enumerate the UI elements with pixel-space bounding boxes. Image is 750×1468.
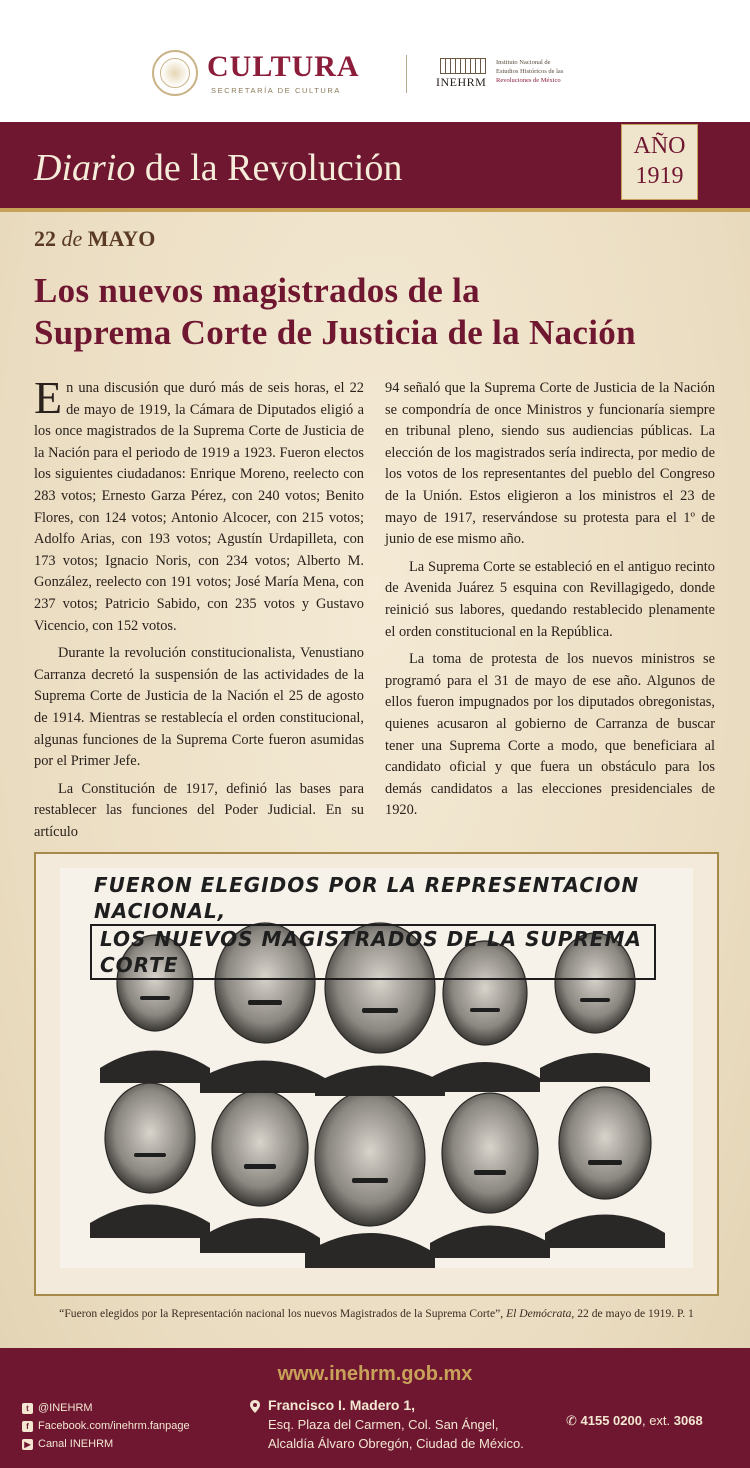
- address-line: Alcaldía Álvaro Obregón, Ciudad de México.: [268, 1436, 524, 1451]
- twitter-handle: @INEHRM: [38, 1402, 93, 1414]
- phone-number: 4155 0200: [580, 1413, 642, 1428]
- clipping-headline-line: LOS NUEVOS MAGISTRADOS DE LA SUPREMA CORTE: [90, 926, 656, 980]
- cultura-logo-text: CULTURA: [207, 50, 360, 83]
- clipping-headline-line: FUERON ELEGIDOS POR LA REPRESENTACION NACIONAL,: [90, 872, 656, 926]
- youtube-link[interactable]: [22, 1435, 190, 1453]
- youtube-icon: ▶: [22, 1439, 33, 1450]
- clipping-headline: [90, 872, 656, 980]
- inehrm-desc-line: Estudios Históricos de las: [496, 68, 564, 75]
- caption-source: El Demócrata,: [506, 1307, 575, 1320]
- top-header: [0, 0, 750, 122]
- location-pin-icon: [250, 1400, 260, 1413]
- address-street: Francisco I. Madero 1,: [268, 1397, 416, 1413]
- title-italic: Diario: [34, 147, 136, 189]
- figure-caption: [34, 1307, 719, 1320]
- mexico-seal-icon: [152, 50, 198, 96]
- headline-line: Suprema Corte de Justicia de la Nación: [34, 313, 636, 352]
- inehrm-logo: [436, 58, 490, 90]
- facebook-link[interactable]: [22, 1417, 190, 1435]
- article-column-right: [385, 378, 715, 822]
- page-title: [34, 146, 402, 190]
- secretaria-text: SECRETARÍA DE CULTURA: [211, 86, 342, 95]
- phone: [566, 1413, 703, 1429]
- paragraph: La Constitución de 1917, definió las bases para restablecer las funciones del Poder Judicial. En su artículo: [34, 780, 364, 840]
- paragraph: Durante la revolución constitucionalista, Venustiano Carranza decretó la suspensión de las actividades de la Suprema Corte de Justicia de la Nación el 25 de agosto de 1914. Mientras se restablecía el orden constitucional, algunas funciones de la Suprema Corte fueron asumidas por el Primer Jefe.: [34, 645, 364, 770]
- paragraph-text: n una discusión que duró más de seis horas, el 22 de mayo de 1919, la Cámara de Diputados eligió a los once magistrados de la Suprema Corte de Justicia de la Nación para el periodo de 1919 a 1923. Fueron electos los siguientes ciudadanos: Enrique Moreno, reelecto con 283 votos; Ernesto Garza Pérez, con 240 votos; Benito Flores, con 124 votos; Antonio Alcocer, con 215 votos; Adolfo Arias, con 193 votos; Agustín Urdapilleta, con 173 votos; Ignacio Noris, con 234 votos; Alberto M. González, reelecto con 191 votos; José María Mena, con 237 votos; Patricio Sabido, con 235 votos y Gustavo Vicencio, con 152 votos.: [34, 380, 364, 634]
- caption-main: “Fueron elegidos por la Representación nacional los nuevos Magistrados de la Suprema Corte”,: [59, 1307, 507, 1320]
- year-value: 1919: [635, 163, 684, 189]
- address: [268, 1396, 524, 1453]
- facebook-handle: Facebook.com/inehrm.fanpage: [38, 1420, 190, 1432]
- paragraph: La toma de protesta de los nuevos ministros se programó para el 31 de mayo de ese año. Algunos de ellos fueron impugnados por los diputados obregonistas, quienes acusaron al gobierno de Carranza de buscar tener una Suprema Corte a modo, que beneficiara al candidato oficial y que fuera un obstáculo para los demás candidatos a las elecciones presidenciales de 1920.: [385, 651, 715, 819]
- inehrm-desc-line: Instituto Nacional de: [496, 59, 551, 66]
- date-day: 22: [34, 226, 62, 251]
- inehrm-desc-line: Revoluciones de México: [496, 77, 561, 84]
- date-month: MAYO: [82, 226, 156, 251]
- article-date: [34, 226, 155, 252]
- drop-cap: E: [34, 372, 63, 423]
- date-de: de: [61, 226, 83, 251]
- headline: [34, 270, 724, 354]
- paragraph: La Suprema Corte se estableció en el antiguo recinto de Avenida Juárez 5 esquina con Revillagigedo, donde reinició sus labores, quedando restablecido plenamente el orden constitucional en la República.: [385, 558, 715, 640]
- paragraph: [34, 372, 364, 637]
- facebook-icon: f: [22, 1421, 33, 1432]
- article-column-left: [34, 372, 364, 843]
- youtube-handle: Canal INEHRM: [38, 1438, 114, 1450]
- headline-line: Los nuevos magistrados de la: [34, 271, 480, 310]
- twitter-icon: t: [22, 1403, 33, 1414]
- twitter-link[interactable]: [22, 1399, 190, 1417]
- ext-number: 3068: [673, 1413, 703, 1428]
- title-rest: de la Revolución: [135, 147, 403, 189]
- social-links: [22, 1399, 190, 1453]
- address-line: Esq. Plaza del Carmen, Col. San Ángel,: [268, 1417, 499, 1432]
- ext-label: , ext.: [641, 1413, 674, 1428]
- building-icon: [440, 58, 486, 74]
- caption-tail: 22 de mayo de 1919. P. 1: [574, 1307, 694, 1320]
- inehrm-text: INEHRM: [436, 75, 487, 89]
- website-link[interactable]: www.inehrm.gob.mx: [277, 1363, 473, 1385]
- paragraph: 94 señaló que la Suprema Corte de Justicia de la Nación se compondría de once Ministros y funcionaría siempre en tribunal pleno, siendo sus audiencias públicas. La elección de los magistrados sería indirecta, por medio de los votos de los representantes del pueblo del Congreso de la Unión. Estos eligieron a los ministros el 23 de mayo de 1917, reservándose su protesta para el 1º de junio de ese mismo año.: [385, 380, 715, 548]
- inehrm-description: [496, 58, 576, 85]
- phone-icon: ✆: [566, 1413, 581, 1428]
- year-badge: [621, 124, 698, 200]
- year-label: AÑO: [633, 133, 686, 159]
- logo-divider: [406, 55, 407, 93]
